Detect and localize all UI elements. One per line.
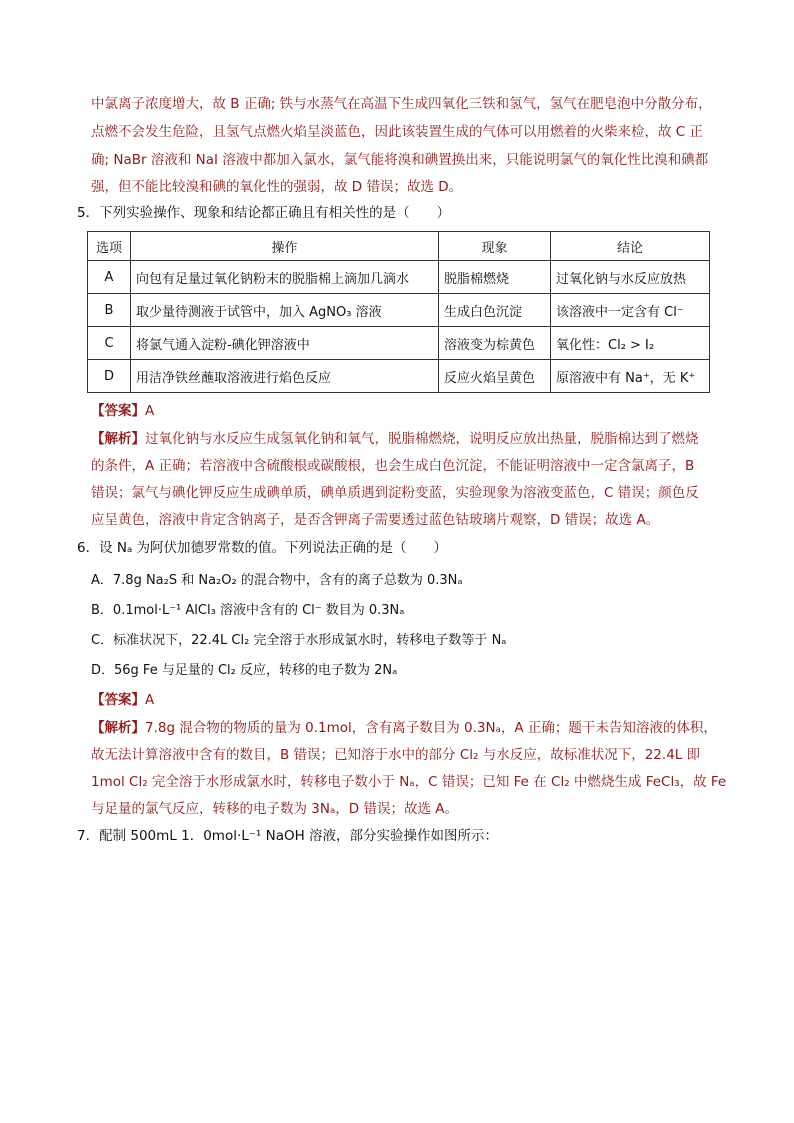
question-6-analysis-line: 故无法计算溶液中含有的数目，B 错误；已知溶于水中的部分 Cl₂ 与水反应，故标准状况下，22.4L 即 <box>91 747 701 763</box>
analysis-text: 过氧化钠与水反应生成氢氧化钠和氧气，脱脂棉燃烧，说明反应放出热量，脱脂棉达到了燃烧 <box>145 431 699 447</box>
table-header: 操作 <box>131 232 439 261</box>
table-row <box>88 294 710 327</box>
question-6-analysis-line <box>91 718 717 738</box>
question-5-analysis-line <box>91 429 699 449</box>
question-6-answer <box>91 690 154 710</box>
table-row <box>88 261 710 294</box>
phenomenon-cell: 生成白色沉淀 <box>439 294 551 327</box>
conclusion-cell: 该溶液中一定含有 Cl⁻ <box>551 294 710 327</box>
table-header: 结论 <box>551 232 710 261</box>
option-cell: C <box>88 327 131 360</box>
option-cell: A <box>88 261 131 294</box>
table-row <box>88 360 710 393</box>
table-header: 选项 <box>88 232 131 261</box>
operation-cell: 向包有足量过氧化钠粉末的脱脂棉上滴加几滴水 <box>131 261 439 294</box>
question-6-option-a: A．7.8g Na₂S 和 Na₂O₂ 的混合物中，含有的离子总数为 0.3Nₐ <box>91 573 463 588</box>
question-6-analysis-line: 与足量的氯气反应，转移的电子数为 3Nₐ，D 错误；故选 A。 <box>91 801 458 817</box>
question-6-option-b: B．0.1mol·L⁻¹ AlCl₃ 溶液中含有的 Cl⁻ 数目为 0.3Nₐ <box>91 603 405 618</box>
operation-cell: 用洁净铁丝蘸取溶液进行焰色反应 <box>131 360 439 393</box>
question-5-analysis-line: 的条件，A 正确；若溶液中含硫酸根或碳酸根，也会生成白色沉淀，不能证明溶液中一定含氯离子，B <box>91 458 695 474</box>
analysis-text: 7.8g 混合物的物质的量为 0.1mol，含有离子数目为 0.3Nₐ，A 正确；题干未告知溶液的体积， <box>145 720 717 736</box>
table-header-row <box>88 232 710 261</box>
prev-explanation-line: 点燃不会发生危险，且氢气点燃火焰呈淡蓝色，因此该装置生成的气体可以用燃着的火柴来检，故 C 正 <box>91 124 704 140</box>
question-5-stem: 5．下列实验操作、现象和结论都正确且有相关性的是（ ） <box>77 205 451 221</box>
analysis-tag: 【解析】 <box>91 431 145 447</box>
conclusion-cell: 过氧化钠与水反应放热 <box>551 261 710 294</box>
prev-explanation-line: 强，但不能比较溴和碘的氧化性的强弱，故 D 错误；故选 D。 <box>91 179 463 195</box>
question-5-analysis-line: 错误；氯气与碘化钾反应生成碘单质，碘单质遇到淀粉变蓝，实验现象为溶液变蓝色，C 错误；颜色反 <box>91 485 699 501</box>
phenomenon-cell: 溶液变为棕黄色 <box>439 327 551 360</box>
operation-cell: 将氯气通入淀粉-碘化钾溶液中 <box>131 327 439 360</box>
operation-cell: 取少量待测液于试管中，加入 AgNO₃ 溶液 <box>131 294 439 327</box>
question-6-analysis-line: 1mol Cl₂ 完全溶于水形成氯水时，转移电子数小于 Nₐ，C 错误；已知 Fe 在 Cl₂ 中燃烧生成 FeCl₃，故 Fe <box>91 774 727 790</box>
table-header: 现象 <box>439 232 551 261</box>
question-5-analysis-line: 应呈黄色，溶液中肯定含钠离子，是否含钾离子需要透过蓝色钴玻璃片观察，D 错误；故选 A。 <box>91 512 660 528</box>
option-cell: D <box>88 360 131 393</box>
answer-tag: 【答案】 <box>91 692 145 708</box>
question-7-stem: 7．配制 500mL 1．0mol·L⁻¹ NaOH 溶液，部分实验操作如图所示： <box>77 828 499 844</box>
prev-explanation-line: 中氯离子浓度增大，故 B 正确; 铁与水蒸气在高温下生成四氧化三铁和氢气，氢气在肥皂泡中分散分布， <box>91 96 712 112</box>
question-5-answer <box>91 401 154 421</box>
question-6-stem: 6．设 Nₐ 为阿伏加德罗常数的值。下列说法正确的是（ ） <box>77 540 448 556</box>
answer-value: A <box>145 403 155 419</box>
option-cell: B <box>88 294 131 327</box>
answer-tag: 【答案】 <box>91 403 145 419</box>
question-5-table <box>87 231 710 393</box>
conclusion-cell: 氧化性：Cl₂ > I₂ <box>551 327 710 360</box>
question-6-option-c: C．标准状况下，22.4L Cl₂ 完全溶于水形成氯水时，转移电子数等于 Nₐ <box>91 633 507 648</box>
prev-explanation-line: 确; NaBr 溶液和 NaI 溶液中都加入氯水，氯气能将溴和碘置换出来，只能说明氯气的氧化性比溴和碘都 <box>91 152 709 168</box>
question-6-option-d: D．56g Fe 与足量的 Cl₂ 反应，转移的电子数为 2Nₐ <box>91 663 398 678</box>
phenomenon-cell: 反应火焰呈黄色 <box>439 360 551 393</box>
conclusion-cell: 原溶液中有 Na⁺，无 K⁺ <box>551 360 710 393</box>
table-row <box>88 327 710 360</box>
phenomenon-cell: 脱脂棉燃烧 <box>439 261 551 294</box>
analysis-tag: 【解析】 <box>91 720 145 736</box>
answer-value: A <box>145 692 155 708</box>
